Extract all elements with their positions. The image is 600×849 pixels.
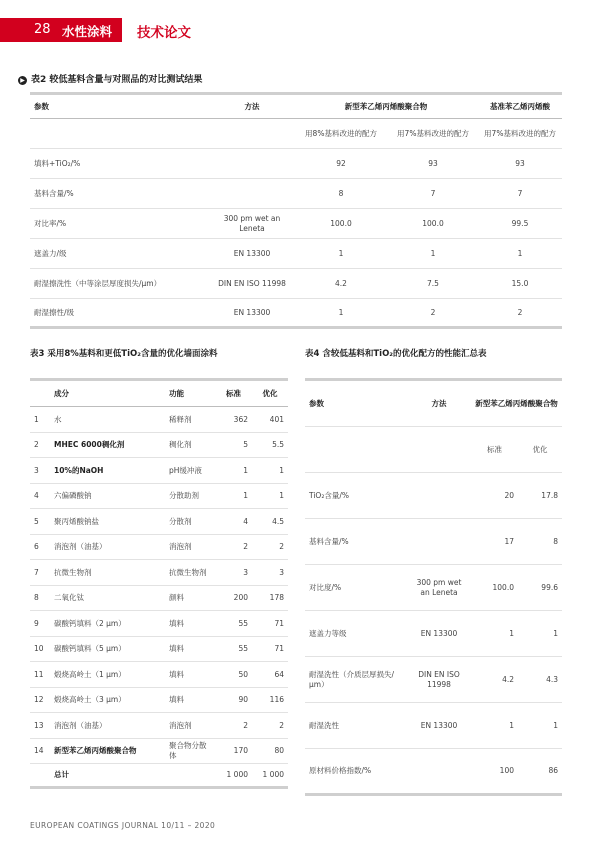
table2-param: 对比率/% (34, 218, 67, 228)
table3-optimized: 401 (269, 414, 284, 424)
table2-method (210, 179, 294, 209)
table3-component: 六偏磷酸钠 (54, 491, 92, 501)
table4-header-group: 新型苯乙烯丙烯酸聚合物 (475, 398, 558, 408)
table3-row-number: 2 (34, 440, 39, 450)
table4-standard: 100.0 (492, 582, 514, 592)
table3-row-number: 5 (34, 516, 39, 526)
table-row (30, 534, 288, 560)
table3-row-number: 6 (34, 542, 39, 552)
table3 (30, 378, 288, 789)
table4-method (407, 473, 471, 519)
table3-component: 10%的NaOH (54, 465, 104, 475)
table3-standard: 55 (238, 618, 248, 628)
table4-standard: 100 (499, 766, 514, 776)
table-row (30, 407, 288, 433)
table4-param: 基料含量/% (309, 536, 349, 546)
table3-title: 表3 采用8%基料和更低TiO₂含量的优化墙面涂料 (30, 349, 218, 359)
table3-optimized: 71 (274, 618, 284, 628)
table4-optimized: 4.3 (546, 674, 558, 684)
table-row (30, 179, 562, 209)
table3-function: 聚合物分散体 (169, 741, 207, 760)
table3-row-number: 1 (34, 414, 39, 424)
table2-v1: 1 (338, 248, 344, 258)
table4-subheader-optimized: 优化 (532, 444, 548, 454)
table-row (30, 458, 288, 484)
table3-component: 碳酸钙填料（2 µm） (54, 618, 126, 628)
table3-optimized: 116 (269, 695, 284, 705)
table3-component: MHEC 6000稠化剂 (54, 440, 125, 450)
table3-standard: 90 (238, 695, 248, 705)
table3-row-number: 3 (34, 465, 39, 475)
table2-subheader-1: 用8%基料改进的配方 (305, 128, 377, 138)
table3-component: 煅烧高岭土（1 µm） (54, 669, 126, 679)
table3-function: 分散助剂 (169, 491, 199, 501)
table3-component: 二氧化钛 (54, 593, 84, 603)
table-row (305, 611, 562, 657)
table-row (305, 703, 562, 749)
table2-method: EN 13300 (233, 307, 271, 317)
table2-v3: 99.5 (511, 218, 529, 228)
table-row (30, 239, 562, 269)
table3-row-number: 4 (34, 491, 39, 501)
table4-method: DIN EN ISO 11998 (418, 670, 460, 689)
table2-param: 遮盖力/级 (34, 248, 67, 258)
table-row (30, 209, 562, 239)
table-row (30, 483, 288, 509)
table3-optimized: 178 (269, 593, 284, 603)
table3-optimized: 64 (274, 669, 284, 679)
table3-function: 消泡剂 (169, 720, 192, 730)
arrow-right-icon: ▶ (18, 76, 27, 85)
table3-standard: 1 (243, 465, 248, 475)
table4-method (407, 749, 471, 795)
table4-title: 表4 含较低基料和TiO₂的优化配方的性能汇总表 (305, 349, 487, 359)
table2-v1: 100.0 (330, 218, 352, 228)
table-row (30, 687, 288, 713)
table-row (30, 269, 562, 299)
table2-v3: 1 (517, 248, 523, 258)
table3-optimized: 4.5 (272, 516, 284, 526)
table3-row-number: 13 (34, 720, 44, 730)
table-row (305, 473, 562, 519)
table3-total-label: 总计 (54, 770, 69, 780)
table4-optimized: 1 (553, 628, 558, 638)
table3-row-number: 10 (34, 644, 44, 654)
table2-v2: 93 (428, 158, 438, 168)
table3-function: 填料 (169, 644, 184, 654)
table2-header-row (30, 94, 562, 119)
table-row (30, 149, 562, 179)
table4-optimized: 8 (553, 536, 558, 546)
table3-standard: 4 (243, 516, 248, 526)
page-number: 28 (34, 22, 51, 37)
table3-component: 消泡剂（油基） (54, 720, 107, 730)
table2-v2: 2 (430, 307, 436, 317)
table3-optimized: 2 (279, 720, 284, 730)
table3-component: 抗微生物剂 (54, 567, 92, 577)
table3-optimized: 80 (274, 746, 284, 756)
table-row (30, 636, 288, 662)
table3-component: 聚丙烯酸钠盐 (54, 516, 99, 526)
table3-header-function: 功能 (169, 388, 184, 398)
table3-function: 分散剂 (169, 516, 192, 526)
table-row (305, 565, 562, 611)
table2-v2: 100.0 (422, 218, 444, 228)
table3-standard: 50 (238, 669, 248, 679)
table-row (30, 509, 288, 535)
table3-header-row (30, 380, 288, 407)
table2-method: 300 pm wet an Leneta (223, 214, 281, 233)
table4-param: 原材料价格指数/% (309, 766, 372, 776)
table-row (305, 749, 562, 795)
table2-param: 耐湿擦洗性（中等涂层厚度损失/µm） (34, 278, 162, 288)
table3-standard: 55 (238, 644, 248, 654)
table2-v1: 1 (338, 307, 344, 317)
table4-method (407, 519, 471, 565)
table-row (305, 657, 562, 703)
table2-v3: 15.0 (511, 278, 529, 288)
table2 (30, 92, 562, 329)
table2-title-text: 表2 较低基料含量与对照品的对比测试结果 (31, 75, 203, 85)
table2-v3: 2 (517, 307, 523, 317)
table3-function: 填料 (169, 669, 184, 679)
table2-v2: 1 (430, 248, 436, 258)
table3-standard: 2 (243, 542, 248, 552)
table2-subheader-row (30, 119, 562, 149)
table3-component: 新型苯乙烯丙烯酸聚合物 (54, 746, 137, 756)
table4-method: EN 13300 (420, 628, 458, 638)
table4-method: 300 pm wet an Leneta (416, 578, 462, 597)
table4-optimized: 17.8 (541, 490, 558, 500)
section-title: 水性涂料 (62, 24, 113, 39)
table3-row-number: 12 (34, 695, 44, 705)
table3-row-number: 9 (34, 618, 39, 628)
table4-param: 遮盖力等级 (309, 628, 347, 638)
table3-header-component: 成分 (54, 388, 69, 398)
table3-function: 抗微生物剂 (169, 567, 207, 577)
table2-method (210, 149, 294, 179)
page-footer: EUROPEAN COATINGS JOURNAL 10/11 – 2020 (30, 821, 216, 830)
table3-optimized: 2 (279, 542, 284, 552)
table3-header-optimized: 优化 (262, 388, 278, 398)
table2-subheader-3: 用7%基料改进的配方 (484, 128, 556, 138)
table2-param: 填料+TiO₂/% (34, 158, 81, 168)
table-row (30, 713, 288, 739)
table2-method: DIN EN ISO 11998 (218, 278, 286, 288)
table2-param: 基料含量/% (34, 188, 74, 198)
table3-row-number: 14 (34, 746, 44, 756)
table4-param: TiO₂含量/% (309, 490, 349, 500)
category-title: 技术论文 (137, 25, 191, 41)
table2-v1: 4.2 (335, 278, 347, 288)
table3-component: 煅烧高岭土（3 µm） (54, 695, 126, 705)
table4-optimized: 86 (548, 766, 558, 776)
table2-header-new-group: 新型苯乙烯丙烯酸聚合物 (344, 101, 428, 111)
table4-subheader-standard: 标准 (487, 444, 502, 454)
table2-method: EN 13300 (233, 248, 271, 258)
table-row (30, 560, 288, 586)
table3-total-row (30, 764, 288, 788)
table2-header-ref-group: 基准苯乙烯丙烯酸 (490, 101, 550, 111)
table3-optimized: 1 (279, 491, 284, 501)
table4-header-param: 参数 (309, 398, 324, 408)
table2-title (18, 72, 202, 85)
table-row (30, 662, 288, 688)
table-row (30, 299, 562, 328)
table3-optimized: 1 (279, 465, 284, 475)
table3-standard: 362 (233, 414, 248, 424)
table3-function: 稠化剂 (169, 440, 192, 450)
table-row (30, 738, 288, 764)
table3-standard: 1 (243, 491, 248, 501)
table3-function: 填料 (169, 695, 184, 705)
table3-optimized: 71 (274, 644, 284, 654)
table3-row-number: 8 (34, 593, 39, 603)
table4-optimized: 99.6 (541, 582, 558, 592)
table4-standard: 17 (504, 536, 514, 546)
table3-standard: 3 (243, 567, 248, 577)
table2-param: 耐湿擦性/级 (34, 307, 75, 317)
table2-v2: 7 (430, 188, 436, 198)
table4-optimized: 1 (553, 720, 558, 730)
table4 (305, 378, 562, 796)
table4-standard: 1 (509, 628, 514, 638)
table2-subheader-2: 用7%基料改进的配方 (397, 128, 469, 138)
page-header (0, 0, 600, 62)
table3-standard: 5 (243, 440, 248, 450)
table4-param: 耐湿洗性 (309, 720, 339, 730)
table3-function: 填料 (169, 618, 184, 628)
table2-v1: 92 (336, 158, 346, 168)
table3-optimized: 5.5 (272, 440, 284, 450)
table4-method: EN 13300 (420, 720, 458, 730)
table3-function: 消泡剂 (169, 542, 192, 552)
table-row (30, 585, 288, 611)
table3-standard: 170 (233, 746, 248, 756)
table3-standard: 2 (243, 720, 248, 730)
table4-param: 耐湿洗性（介质层厚损失/µm） (309, 670, 395, 689)
table-row (305, 519, 562, 565)
table3-component: 消泡剂（油基） (54, 542, 107, 552)
table2-v2: 7.5 (427, 278, 439, 288)
table4-standard: 20 (504, 490, 514, 500)
table3-component: 水 (54, 414, 62, 424)
table-row (30, 432, 288, 458)
table4-standard: 4.2 (502, 674, 514, 684)
table3-total-standard: 1 000 (226, 770, 248, 780)
table3-row-number: 7 (34, 567, 39, 577)
table2-header-param: 参数 (34, 101, 49, 111)
table3-total-optimized: 1 000 (262, 770, 284, 780)
table4-param: 对比度/% (309, 582, 342, 592)
table3-header-standard: 标准 (226, 388, 241, 398)
table2-v3: 93 (515, 158, 525, 168)
table3-function: 颜料 (169, 593, 184, 603)
table2-v1: 8 (338, 188, 344, 198)
table3-standard: 200 (233, 593, 248, 603)
table2-v3: 7 (517, 188, 523, 198)
table-row (30, 611, 288, 637)
table3-row-number: 11 (34, 669, 44, 679)
table4-header-row (305, 380, 562, 427)
table4-standard: 1 (509, 720, 514, 730)
table3-component: 碳酸钙填料（5 µm） (54, 644, 126, 654)
table2-header-method: 方法 (244, 101, 260, 111)
table4-subheader-row (305, 427, 562, 473)
table3-function: pH缓冲液 (169, 465, 202, 475)
table4-header-method: 方法 (431, 398, 447, 408)
table3-optimized: 3 (279, 567, 284, 577)
table3-function: 稀释剂 (169, 414, 192, 424)
